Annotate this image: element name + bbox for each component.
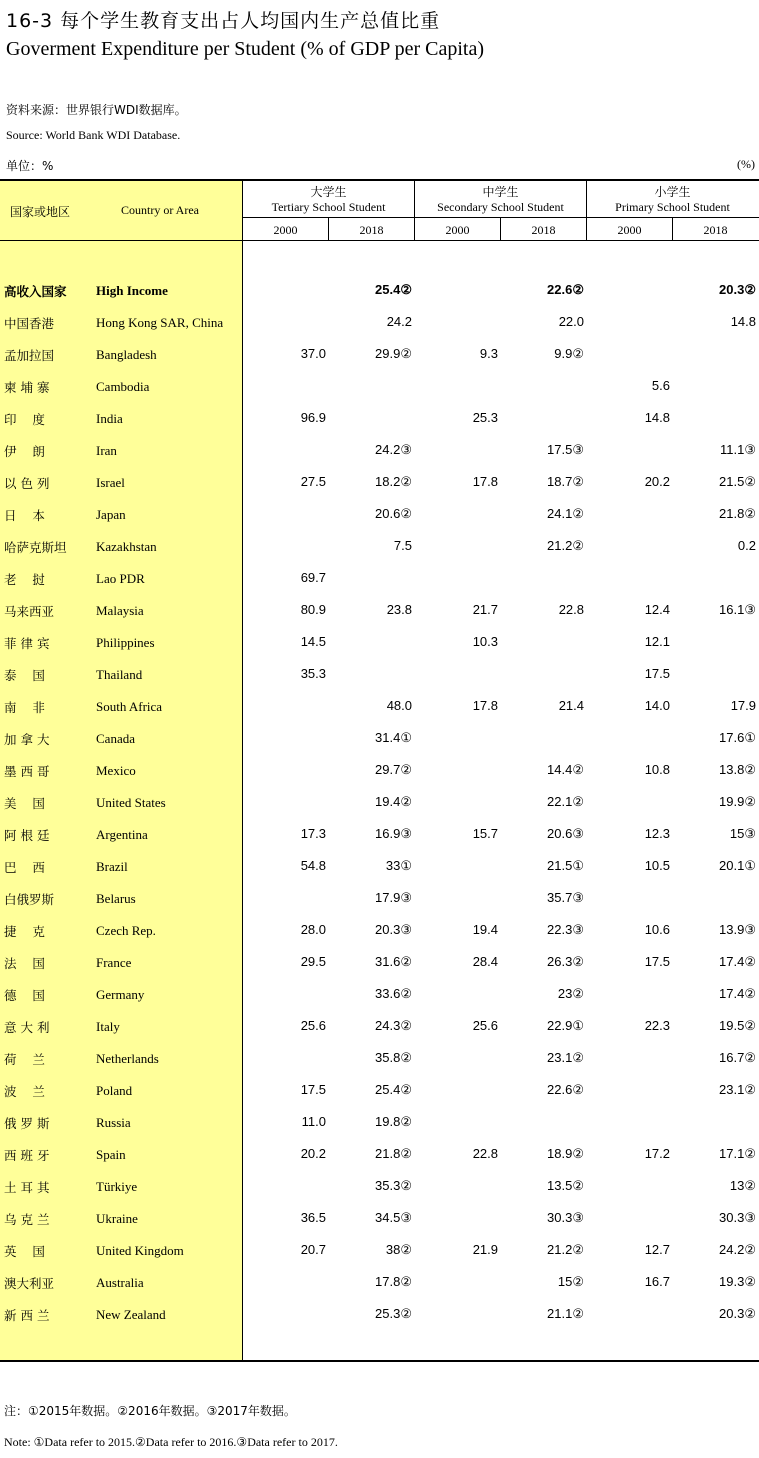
value-cell: 20.6② [375, 506, 412, 521]
table-row [0, 474, 759, 506]
header-country-en: Country or Area [121, 203, 199, 217]
value-cell: 13.8② [719, 762, 756, 777]
value-cell: 20.6③ [547, 826, 584, 841]
country-name-en: Japan [96, 507, 126, 522]
country-name-en: Iran [96, 443, 117, 458]
value-cell: 96.9 [300, 410, 326, 425]
value-cell: 5.6 [651, 378, 670, 393]
value-cell: 17.5 [300, 1082, 326, 1097]
value-cell: 12.3 [644, 826, 670, 841]
value-cell: 13② [729, 1178, 756, 1193]
table-row [0, 442, 759, 474]
table-row [0, 570, 759, 602]
value-cell: 0.2 [737, 538, 756, 553]
value-cell: 34.5③ [375, 1210, 412, 1225]
value-cell: 25.6 [300, 1018, 326, 1033]
country-name-en: South Africa [96, 699, 163, 714]
value-cell: 20.3③ [375, 922, 412, 937]
country-name-zh: 孟加拉国 [4, 348, 55, 363]
value-cell: 35.3 [300, 666, 326, 681]
table-row [0, 890, 759, 922]
value-cell: 17.5③ [547, 442, 584, 457]
footnote-zh: 注：①2015年数据。②2016年数据。③2017年数据。 [4, 1404, 296, 1418]
value-cell: 15③ [729, 826, 756, 841]
value-cell: 24.2② [719, 1242, 756, 1257]
header-country-zh: 国家或地区 [10, 205, 71, 219]
value-cell: 17.9 [730, 698, 756, 713]
value-cell: 14.8 [644, 410, 670, 425]
value-cell: 22.3 [644, 1018, 670, 1033]
country-name-zh: 老 挝 [4, 572, 45, 587]
value-cell: 25.4② [375, 282, 412, 297]
country-name-en: Belarus [96, 891, 136, 906]
country-name-zh: 马来西亚 [4, 604, 55, 619]
value-cell: 12.4 [644, 602, 670, 617]
value-cell: 21.5① [547, 858, 584, 873]
value-cell: 17.6① [719, 730, 756, 745]
value-cell: 35.7③ [547, 890, 584, 905]
country-name-zh: 新 西 兰 [4, 1308, 50, 1323]
value-cell: 12.1 [644, 634, 670, 649]
country-name-zh: 美 国 [4, 796, 45, 811]
value-cell: 19.4 [472, 922, 498, 937]
header-group-secondary-en: Secondary School Student [437, 200, 564, 214]
value-cell: 9.3 [479, 346, 498, 361]
country-name-en: Czech Rep. [96, 923, 156, 938]
value-cell: 69.7 [300, 570, 326, 585]
value-cell: 7.5 [393, 538, 412, 553]
table-title-en: Goverment Expenditure per Student (% of GDP per Capita) [6, 38, 485, 60]
value-cell: 11.0 [301, 1114, 326, 1129]
table-row [0, 698, 759, 730]
value-cell: 25.3② [375, 1306, 412, 1321]
value-cell: 22.0 [558, 314, 584, 329]
table-row [0, 1306, 759, 1338]
value-cell: 17.8 [472, 474, 498, 489]
value-cell: 19.9② [719, 794, 756, 809]
table-row [0, 666, 759, 698]
value-cell: 24.1② [547, 506, 584, 521]
value-cell: 33.6② [375, 986, 412, 1001]
table-title-zh: 16-3 每个学生教育支出占人均国内生产总值比重 [6, 10, 441, 32]
country-name-zh: 南 非 [4, 700, 45, 715]
value-cell: 19.4② [375, 794, 412, 809]
country-name-en: Australia [96, 1275, 144, 1290]
table-row [0, 1018, 759, 1050]
unit-label-en: (%) [737, 157, 755, 171]
header-group-primary-en: Primary School Student [615, 200, 730, 214]
value-cell: 29.7② [375, 762, 412, 777]
value-cell: 10.6 [644, 922, 670, 937]
value-cell: 10.8 [644, 762, 670, 777]
header-year: 2018 [703, 223, 728, 237]
value-cell: 22.3③ [547, 922, 584, 937]
value-cell: 21.5② [719, 474, 756, 489]
value-cell: 23.8 [386, 602, 412, 617]
value-cell: 17.3 [300, 826, 326, 841]
value-cell: 30.3③ [719, 1210, 756, 1225]
country-name-en: Poland [96, 1083, 133, 1098]
footnote-en: Note: ①Data refer to 2015.②Data refer to 2016.③Data refer to 2017. [4, 1435, 338, 1449]
value-cell: 21.7 [472, 602, 498, 617]
country-name-zh: 德 国 [4, 988, 45, 1003]
country-name-en: Ukraine [96, 1211, 138, 1226]
country-name-zh: 日 本 [4, 508, 45, 523]
country-name-zh: 澳大利亚 [4, 1276, 55, 1291]
value-cell: 48.0 [386, 698, 412, 713]
table-row [0, 826, 759, 858]
value-cell: 21.2② [547, 538, 584, 553]
table-row [0, 346, 759, 378]
country-name-en: Netherlands [96, 1051, 159, 1066]
value-cell: 17.9③ [375, 890, 412, 905]
value-cell: 22.1② [547, 794, 584, 809]
value-cell: 11.1③ [720, 442, 756, 457]
value-cell: 15.7 [472, 826, 498, 841]
header-group-primary-zh: 小学生 [654, 185, 691, 199]
table-row [0, 282, 759, 314]
table-row [0, 314, 759, 346]
country-name-en: Germany [96, 987, 145, 1002]
value-cell: 19.3② [719, 1274, 756, 1289]
value-cell: 24.2③ [375, 442, 412, 457]
value-cell: 31.6② [375, 954, 412, 969]
country-name-en: Cambodia [96, 379, 150, 394]
table-row [0, 1178, 759, 1210]
country-name-zh: 柬 埔 寨 [4, 380, 50, 395]
value-cell: 29.5 [300, 954, 326, 969]
value-cell: 15② [557, 1274, 584, 1289]
table-row [0, 634, 759, 666]
country-name-zh: 西 班 牙 [4, 1148, 50, 1163]
country-name-en: High Income [96, 283, 168, 298]
table-row [0, 858, 759, 890]
source-note-en: Source: World Bank WDI Database. [6, 128, 181, 142]
header-year: 2000 [445, 223, 470, 237]
table-row [0, 1210, 759, 1242]
table-row [0, 1114, 759, 1146]
country-name-en: Malaysia [96, 603, 144, 618]
country-name-zh: 菲 律 宾 [4, 636, 50, 651]
country-name-zh: 乌 克 兰 [4, 1212, 50, 1227]
value-cell: 26.3② [547, 954, 584, 969]
value-cell: 21.4 [558, 698, 584, 713]
country-name-en: Bangladesh [96, 347, 157, 362]
value-cell: 25.4② [375, 1082, 412, 1097]
table-top-rule [0, 179, 759, 181]
header-group-tertiary-zh: 大学生 [310, 185, 347, 199]
country-name-en: Italy [96, 1019, 120, 1034]
country-name-en: Israel [96, 475, 125, 490]
country-name-zh: 中国香港 [4, 316, 55, 331]
value-cell: 21.8② [719, 506, 756, 521]
table-row [0, 1082, 759, 1114]
country-name-en: Mexico [96, 763, 136, 778]
table-bottom-rule [0, 1360, 759, 1362]
country-name-en: Brazil [96, 859, 128, 874]
value-cell: 25.6 [472, 1018, 498, 1033]
value-cell: 17.8 [472, 698, 498, 713]
value-cell: 20.2 [644, 474, 670, 489]
value-cell: 17.5 [644, 666, 670, 681]
country-name-en: Hong Kong SAR, China [96, 315, 224, 330]
table-row [0, 730, 759, 762]
value-cell: 29.9② [375, 346, 412, 361]
country-name-en: Thailand [96, 667, 143, 682]
table-row [0, 1274, 759, 1306]
value-cell: 31.4① [375, 730, 412, 745]
value-cell: 17.1② [719, 1146, 756, 1161]
table-row [0, 410, 759, 442]
country-name-en: Canada [96, 731, 135, 746]
country-name-zh: 伊 朗 [4, 444, 45, 459]
value-cell: 18.2② [375, 474, 412, 489]
table-row [0, 986, 759, 1018]
value-cell: 10.5 [644, 858, 670, 873]
value-cell: 14.5 [300, 634, 326, 649]
country-name-en: India [96, 411, 123, 426]
country-name-en: Türkiye [96, 1179, 138, 1194]
country-name-zh: 高收入国家 [4, 284, 67, 299]
value-cell: 19.5② [719, 1018, 756, 1033]
value-cell: 30.3③ [547, 1210, 584, 1225]
country-name-en: Lao PDR [96, 571, 145, 586]
header-year: 2000 [273, 223, 298, 237]
value-cell: 38② [385, 1242, 412, 1257]
value-cell: 10.3 [472, 634, 498, 649]
table-row [0, 922, 759, 954]
value-cell: 20.3② [719, 282, 756, 297]
value-cell: 28.4 [472, 954, 498, 969]
value-cell: 35.3② [375, 1178, 412, 1193]
value-cell: 14.8 [730, 314, 756, 329]
value-cell: 24.2 [386, 314, 412, 329]
value-cell: 28.0 [300, 922, 326, 937]
value-cell: 22.6② [547, 1082, 584, 1097]
country-name-zh: 意 大 利 [4, 1020, 50, 1035]
value-cell: 13.9③ [719, 922, 756, 937]
value-cell: 22.6② [547, 282, 584, 297]
value-cell: 22.9① [547, 1018, 584, 1033]
value-cell: 18.9② [547, 1146, 584, 1161]
country-name-zh: 阿 根 廷 [4, 828, 50, 843]
country-name-zh: 墨 西 哥 [4, 764, 50, 779]
country-name-en: Kazakhstan [96, 539, 157, 554]
country-name-zh: 捷 克 [4, 924, 45, 939]
country-name-en: France [96, 955, 132, 970]
value-cell: 25.3 [472, 410, 498, 425]
value-cell: 33① [385, 858, 412, 873]
country-name-zh: 白俄罗斯 [4, 892, 55, 907]
value-cell: 14.4② [547, 762, 584, 777]
value-cell: 36.5 [300, 1210, 326, 1225]
country-name-zh: 荷 兰 [4, 1052, 45, 1067]
source-note-zh: 资料来源：世界银行WDI数据库。 [6, 103, 187, 117]
value-cell: 20.1① [719, 858, 756, 873]
value-cell: 20.2 [300, 1146, 326, 1161]
value-cell: 16.1③ [719, 602, 756, 617]
country-name-zh: 巴 西 [4, 860, 45, 875]
country-name-zh: 波 兰 [4, 1084, 45, 1099]
country-name-zh: 俄 罗 斯 [4, 1116, 50, 1131]
country-name-zh: 土 耳 其 [4, 1180, 50, 1195]
country-name-en: Russia [96, 1115, 131, 1130]
value-cell: 17.2 [644, 1146, 670, 1161]
table-row [0, 954, 759, 986]
unit-label-zh: 单位：% [6, 159, 54, 173]
header-group-tertiary-en: Tertiary School Student [271, 200, 386, 214]
country-name-zh: 哈萨克斯坦 [4, 540, 67, 555]
value-cell: 80.9 [300, 602, 326, 617]
value-cell: 23② [557, 986, 584, 1001]
value-cell: 27.5 [300, 474, 326, 489]
country-name-en: Philippines [96, 635, 155, 650]
country-name-zh: 以 色 列 [4, 476, 50, 491]
value-cell: 17.5 [644, 954, 670, 969]
value-cell: 22.8 [472, 1146, 498, 1161]
country-name-zh: 英 国 [4, 1244, 45, 1259]
table-row [0, 602, 759, 634]
header-group-secondary-zh: 中学生 [482, 185, 519, 199]
country-name-zh: 印 度 [4, 412, 45, 427]
country-name-zh: 法 国 [4, 956, 45, 971]
value-cell: 16.7② [719, 1050, 756, 1065]
value-cell: 21.1② [547, 1306, 584, 1321]
value-cell: 20.3② [719, 1306, 756, 1321]
value-cell: 21.2② [547, 1242, 584, 1257]
table-row [0, 1146, 759, 1178]
value-cell: 16.9③ [375, 826, 412, 841]
value-cell: 12.7 [644, 1242, 670, 1257]
header-bottom-rule [0, 240, 759, 241]
value-cell: 35.8② [375, 1050, 412, 1065]
value-cell: 13.5② [547, 1178, 584, 1193]
value-cell: 22.8 [558, 602, 584, 617]
country-name-zh: 泰 国 [4, 668, 45, 683]
country-name-en: Argentina [96, 827, 148, 842]
value-cell: 19.8② [375, 1114, 412, 1129]
value-cell: 23.1② [547, 1050, 584, 1065]
value-cell: 21.9 [472, 1242, 498, 1257]
table-row [0, 378, 759, 410]
table-row [0, 1050, 759, 1082]
value-cell: 18.7② [547, 474, 584, 489]
value-cell: 17.8② [375, 1274, 412, 1289]
header-year: 2000 [617, 223, 642, 237]
value-cell: 21.8② [375, 1146, 412, 1161]
value-cell: 17.4② [719, 986, 756, 1001]
country-name-en: United States [96, 795, 166, 810]
country-name-en: New Zealand [96, 1307, 166, 1322]
country-name-en: Spain [96, 1147, 126, 1162]
value-cell: 17.4② [719, 954, 756, 969]
table-row [0, 538, 759, 570]
table-row [0, 794, 759, 826]
table-row [0, 506, 759, 538]
value-cell: 37.0 [300, 346, 326, 361]
value-cell: 16.7 [644, 1274, 670, 1289]
value-cell: 14.0 [644, 698, 670, 713]
header-year: 2018 [359, 223, 384, 237]
country-name-en: United Kingdom [96, 1243, 184, 1258]
value-cell: 24.3② [375, 1018, 412, 1033]
value-cell: 9.9② [554, 346, 584, 361]
header-year: 2018 [531, 223, 556, 237]
country-name-zh: 加 拿 大 [4, 732, 50, 747]
value-cell: 54.8 [300, 858, 326, 873]
value-cell: 23.1② [719, 1082, 756, 1097]
table-row [0, 762, 759, 794]
value-cell: 20.7 [300, 1242, 326, 1257]
table-row [0, 1242, 759, 1274]
